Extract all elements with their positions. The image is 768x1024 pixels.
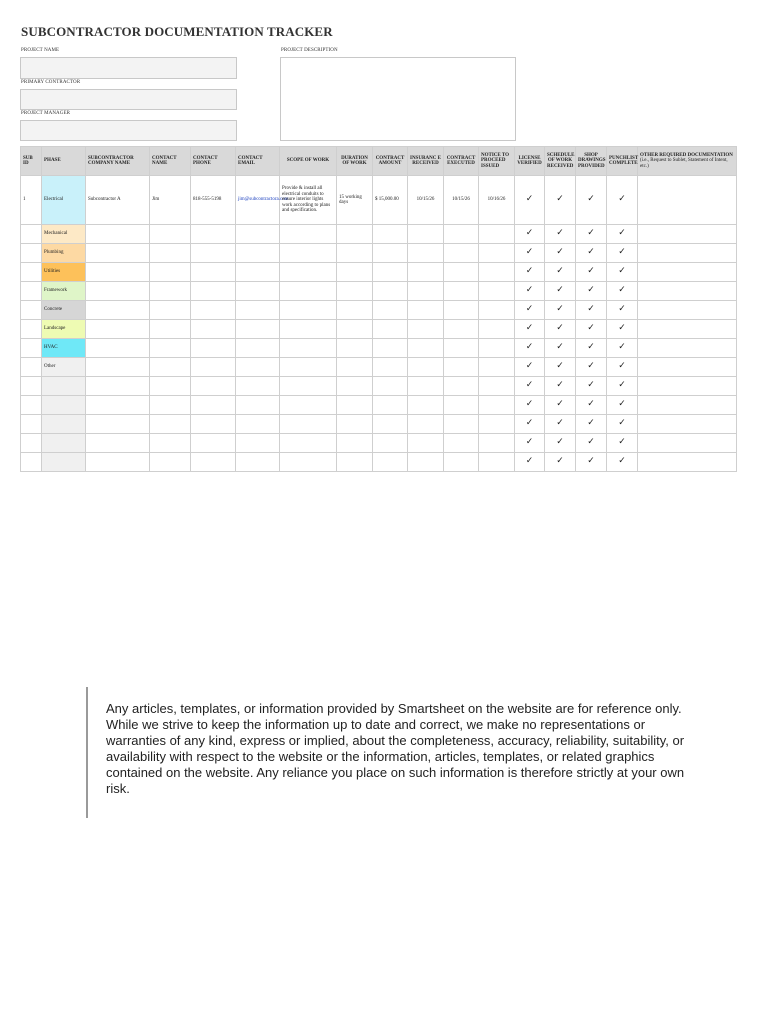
header-duration: DURATION OF WORK: [337, 147, 373, 176]
drawings-provided-check[interactable]: ✓: [576, 263, 607, 282]
ntp-cell[interactable]: [479, 339, 515, 358]
phase-cell[interactable]: Mechanical: [42, 225, 86, 244]
ntp-cell[interactable]: [479, 415, 515, 434]
other-documentation-cell[interactable]: [638, 263, 737, 282]
duration-cell[interactable]: [337, 282, 373, 301]
header-amount: CONTRACT AMOUNT: [373, 147, 408, 176]
contact-phone-cell[interactable]: [191, 434, 236, 453]
drawings-provided-check[interactable]: ✓: [576, 339, 607, 358]
duration-cell[interactable]: [337, 225, 373, 244]
ntp-cell[interactable]: 10/16/26: [479, 176, 515, 225]
phase-cell[interactable]: Concrete: [42, 301, 86, 320]
contact-name-cell[interactable]: [150, 453, 191, 472]
scope-cell[interactable]: [280, 282, 337, 301]
contact-phone-cell[interactable]: [191, 453, 236, 472]
duration-cell[interactable]: [337, 453, 373, 472]
insurance-cell[interactable]: [408, 377, 444, 396]
schedule-received-check[interactable]: ✓: [545, 434, 576, 453]
ntp-cell[interactable]: [479, 453, 515, 472]
insurance-cell[interactable]: [408, 244, 444, 263]
contact-email-cell[interactable]: [236, 396, 280, 415]
drawings-provided-check[interactable]: ✓: [576, 176, 607, 225]
contact-phone-cell[interactable]: [191, 282, 236, 301]
other-documentation-cell[interactable]: [638, 339, 737, 358]
company-cell[interactable]: Subcontractor A: [86, 176, 150, 225]
other-documentation-cell[interactable]: [638, 176, 737, 225]
table-row: [21, 377, 737, 396]
sub-id-cell[interactable]: [21, 301, 42, 320]
company-cell[interactable]: [86, 263, 150, 282]
amount-cell[interactable]: [373, 339, 408, 358]
schedule-received-check[interactable]: ✓: [545, 415, 576, 434]
phase-cell[interactable]: Landscape: [42, 320, 86, 339]
duration-cell[interactable]: [337, 301, 373, 320]
executed-cell[interactable]: [444, 358, 479, 377]
license-verified-check[interactable]: ✓: [515, 434, 545, 453]
punchlist-complete-check[interactable]: ✓: [607, 339, 638, 358]
schedule-received-check[interactable]: ✓: [545, 358, 576, 377]
license-verified-check[interactable]: ✓: [515, 339, 545, 358]
executed-cell[interactable]: [444, 396, 479, 415]
amount-cell[interactable]: [373, 453, 408, 472]
header-sub-id: SUB ID: [21, 147, 42, 176]
table-row: [21, 396, 737, 415]
license-verified-check[interactable]: ✓: [515, 358, 545, 377]
contact-email-cell[interactable]: jim@subcontractora.com: [236, 176, 280, 225]
sub-id-cell[interactable]: [21, 263, 42, 282]
punchlist-complete-check[interactable]: ✓: [607, 434, 638, 453]
disclaimer-box: [86, 687, 706, 818]
drawings-provided-check[interactable]: ✓: [576, 453, 607, 472]
scope-cell[interactable]: [280, 301, 337, 320]
punchlist-complete-check[interactable]: ✓: [607, 225, 638, 244]
executed-cell[interactable]: [444, 244, 479, 263]
other-documentation-cell[interactable]: [638, 358, 737, 377]
contact-email-cell[interactable]: [236, 415, 280, 434]
license-verified-check[interactable]: ✓: [515, 320, 545, 339]
license-verified-check[interactable]: ✓: [515, 453, 545, 472]
other-documentation-cell[interactable]: [638, 282, 737, 301]
schedule-received-check[interactable]: ✓: [545, 396, 576, 415]
sub-id-cell[interactable]: [21, 320, 42, 339]
phase-cell[interactable]: Electrical: [42, 176, 86, 225]
amount-cell[interactable]: [373, 434, 408, 453]
company-cell[interactable]: [86, 396, 150, 415]
insurance-cell[interactable]: [408, 263, 444, 282]
duration-cell[interactable]: [337, 244, 373, 263]
company-cell[interactable]: [86, 434, 150, 453]
punchlist-complete-check[interactable]: ✓: [607, 282, 638, 301]
header-other: [638, 147, 737, 176]
company-cell[interactable]: [86, 320, 150, 339]
table-row: [21, 339, 737, 358]
sub-id-cell[interactable]: [21, 453, 42, 472]
company-cell[interactable]: [86, 244, 150, 263]
executed-cell[interactable]: [444, 301, 479, 320]
punchlist-complete-check[interactable]: ✓: [607, 453, 638, 472]
phase-cell[interactable]: Framework: [42, 282, 86, 301]
amount-cell[interactable]: [373, 301, 408, 320]
insurance-cell[interactable]: [408, 434, 444, 453]
contact-email-cell[interactable]: [236, 301, 280, 320]
header-contact-name: CONTACT NAME: [150, 147, 191, 176]
sub-id-cell[interactable]: [21, 225, 42, 244]
drawings-provided-check[interactable]: ✓: [576, 434, 607, 453]
scope-cell[interactable]: [280, 339, 337, 358]
contact-name-cell[interactable]: [150, 415, 191, 434]
insurance-cell[interactable]: [408, 301, 444, 320]
other-documentation-cell[interactable]: [638, 434, 737, 453]
scope-cell[interactable]: [280, 320, 337, 339]
phase-cell[interactable]: [42, 453, 86, 472]
drawings-provided-check[interactable]: ✓: [576, 358, 607, 377]
table-header-row: [21, 147, 737, 176]
license-verified-check[interactable]: ✓: [515, 176, 545, 225]
executed-cell[interactable]: [444, 225, 479, 244]
header-phase: PHASE: [42, 147, 86, 176]
amount-cell[interactable]: [373, 282, 408, 301]
license-verified-check[interactable]: ✓: [515, 263, 545, 282]
contact-name-cell[interactable]: [150, 358, 191, 377]
contact-name-cell[interactable]: Jim: [150, 176, 191, 225]
header-company: SUBCONTRACTOR COMPANY NAME: [86, 147, 150, 176]
contact-email-cell[interactable]: [236, 244, 280, 263]
phase-cell[interactable]: [42, 415, 86, 434]
contact-name-cell[interactable]: [150, 282, 191, 301]
contact-name-cell[interactable]: [150, 396, 191, 415]
contact-name-cell[interactable]: [150, 244, 191, 263]
project-manager-field[interactable]: [20, 120, 237, 141]
schedule-received-check[interactable]: ✓: [545, 339, 576, 358]
project-name-label: PROJECT NAME: [21, 48, 60, 53]
punchlist-complete-check[interactable]: ✓: [607, 377, 638, 396]
executed-cell[interactable]: [444, 415, 479, 434]
contact-phone-cell[interactable]: [191, 377, 236, 396]
scope-cell[interactable]: [280, 434, 337, 453]
header-punchlist: PUNCHLIST COMPLETE: [607, 147, 638, 176]
contact-email-cell[interactable]: [236, 263, 280, 282]
contact-phone-cell[interactable]: [191, 244, 236, 263]
phase-cell[interactable]: [42, 396, 86, 415]
project-description-field[interactable]: [280, 57, 516, 141]
phase-cell[interactable]: Other: [42, 358, 86, 377]
contact-name-cell[interactable]: [150, 225, 191, 244]
scope-cell[interactable]: [280, 396, 337, 415]
contact-phone-cell[interactable]: 818-555-5198: [191, 176, 236, 225]
schedule-received-check[interactable]: ✓: [545, 225, 576, 244]
sub-id-cell[interactable]: [21, 339, 42, 358]
amount-cell[interactable]: [373, 244, 408, 263]
scope-cell[interactable]: [280, 358, 337, 377]
scope-cell[interactable]: [280, 415, 337, 434]
contact-email-cell[interactable]: [236, 339, 280, 358]
punchlist-complete-check[interactable]: ✓: [607, 263, 638, 282]
table-row: [21, 244, 737, 263]
table-row: [21, 453, 737, 472]
header-scope: SCOPE OF WORK: [280, 147, 337, 176]
sub-id-cell[interactable]: 1: [21, 176, 42, 225]
ntp-cell[interactable]: [479, 282, 515, 301]
punchlist-complete-check[interactable]: ✓: [607, 244, 638, 263]
table-row: [21, 320, 737, 339]
table-row: [21, 434, 737, 453]
sub-id-cell[interactable]: [21, 396, 42, 415]
insurance-cell[interactable]: [408, 282, 444, 301]
punchlist-complete-check[interactable]: ✓: [607, 301, 638, 320]
insurance-cell[interactable]: [408, 320, 444, 339]
other-documentation-cell[interactable]: [638, 244, 737, 263]
executed-cell[interactable]: [444, 320, 479, 339]
contact-name-cell[interactable]: [150, 339, 191, 358]
project-manager-label: PROJECT MANAGER: [21, 111, 71, 116]
other-documentation-cell[interactable]: [638, 377, 737, 396]
scope-cell[interactable]: [280, 377, 337, 396]
contact-phone-cell[interactable]: [191, 263, 236, 282]
duration-cell[interactable]: [337, 358, 373, 377]
company-cell[interactable]: [86, 301, 150, 320]
contact-phone-cell[interactable]: [191, 339, 236, 358]
drawings-provided-check[interactable]: ✓: [576, 396, 607, 415]
punchlist-complete-check[interactable]: ✓: [607, 415, 638, 434]
contact-phone-cell[interactable]: [191, 358, 236, 377]
executed-cell[interactable]: [444, 339, 479, 358]
ntp-cell[interactable]: [479, 377, 515, 396]
contact-phone-cell[interactable]: [191, 320, 236, 339]
contact-email-cell[interactable]: [236, 434, 280, 453]
executed-cell[interactable]: 10/15/26: [444, 176, 479, 225]
company-cell[interactable]: [86, 339, 150, 358]
sub-id-cell[interactable]: [21, 282, 42, 301]
page-title: SUBCONTRACTOR DOCUMENTATION TRACKER: [21, 24, 333, 39]
schedule-received-check[interactable]: ✓: [545, 282, 576, 301]
contact-name-cell[interactable]: [150, 320, 191, 339]
duration-cell[interactable]: [337, 263, 373, 282]
amount-cell[interactable]: [373, 320, 408, 339]
duration-cell[interactable]: [337, 434, 373, 453]
license-verified-check[interactable]: ✓: [515, 301, 545, 320]
contact-email-cell[interactable]: [236, 453, 280, 472]
primary-contractor-label: PRIMARY CONTRACTOR: [21, 80, 81, 85]
other-documentation-cell[interactable]: [638, 396, 737, 415]
duration-cell[interactable]: [337, 377, 373, 396]
project-name-field[interactable]: [20, 57, 237, 79]
other-documentation-cell[interactable]: [638, 301, 737, 320]
insurance-cell[interactable]: 10/15/26: [408, 176, 444, 225]
insurance-cell[interactable]: [408, 225, 444, 244]
phase-cell[interactable]: [42, 377, 86, 396]
sub-id-cell[interactable]: [21, 244, 42, 263]
ntp-cell[interactable]: [479, 225, 515, 244]
other-documentation-cell[interactable]: [638, 453, 737, 472]
contact-name-cell[interactable]: [150, 377, 191, 396]
schedule-received-check[interactable]: ✓: [545, 320, 576, 339]
company-cell[interactable]: [86, 225, 150, 244]
duration-cell[interactable]: [337, 415, 373, 434]
scope-cell[interactable]: [280, 263, 337, 282]
contact-phone-cell[interactable]: [191, 396, 236, 415]
scope-cell[interactable]: [280, 244, 337, 263]
drawings-provided-check[interactable]: ✓: [576, 282, 607, 301]
ntp-cell[interactable]: [479, 320, 515, 339]
amount-cell[interactable]: [373, 358, 408, 377]
ntp-cell[interactable]: [479, 358, 515, 377]
tracker-table: [20, 146, 737, 472]
license-verified-check[interactable]: ✓: [515, 377, 545, 396]
ntp-cell[interactable]: [479, 244, 515, 263]
phase-cell[interactable]: HVAC: [42, 339, 86, 358]
drawings-provided-check[interactable]: ✓: [576, 415, 607, 434]
header-executed: CONTRACT EXECUTED: [444, 147, 479, 176]
amount-cell[interactable]: [373, 377, 408, 396]
other-documentation-cell[interactable]: [638, 320, 737, 339]
contact-email-cell[interactable]: [236, 320, 280, 339]
ntp-cell[interactable]: [479, 434, 515, 453]
executed-cell[interactable]: [444, 434, 479, 453]
header-schedule: SCHEDULE OF WORK RECEIVED: [545, 147, 576, 176]
company-cell[interactable]: [86, 358, 150, 377]
ntp-cell[interactable]: [479, 301, 515, 320]
table-row: [21, 415, 737, 434]
scope-cell[interactable]: [280, 453, 337, 472]
amount-cell[interactable]: [373, 263, 408, 282]
phase-cell[interactable]: [42, 434, 86, 453]
ntp-cell[interactable]: [479, 396, 515, 415]
project-description-label: PROJECT DESCRIPTION: [281, 48, 338, 53]
insurance-cell[interactable]: [408, 396, 444, 415]
insurance-cell[interactable]: [408, 415, 444, 434]
company-cell[interactable]: [86, 377, 150, 396]
punchlist-complete-check[interactable]: ✓: [607, 396, 638, 415]
executed-cell[interactable]: [444, 263, 479, 282]
duration-cell[interactable]: [337, 320, 373, 339]
duration-cell[interactable]: [337, 396, 373, 415]
license-verified-check[interactable]: ✓: [515, 225, 545, 244]
drawings-provided-check[interactable]: ✓: [576, 320, 607, 339]
table-row: [21, 282, 737, 301]
schedule-received-check[interactable]: ✓: [545, 377, 576, 396]
license-verified-check[interactable]: ✓: [515, 396, 545, 415]
contact-name-cell[interactable]: [150, 301, 191, 320]
drawings-provided-check[interactable]: ✓: [576, 225, 607, 244]
header-other-label: OTHER REQUIRED DOCUMENTATION: [640, 152, 733, 158]
punchlist-complete-check[interactable]: ✓: [607, 358, 638, 377]
table-row: [21, 301, 737, 320]
other-documentation-cell[interactable]: [638, 415, 737, 434]
schedule-received-check[interactable]: ✓: [545, 263, 576, 282]
contact-email-cell[interactable]: [236, 358, 280, 377]
amount-cell[interactable]: [373, 225, 408, 244]
table-row: [21, 176, 737, 225]
duration-cell[interactable]: 15 working days: [337, 176, 373, 225]
sub-id-cell[interactable]: [21, 358, 42, 377]
schedule-received-check[interactable]: ✓: [545, 453, 576, 472]
contact-name-cell[interactable]: [150, 263, 191, 282]
phase-cell[interactable]: Utilities: [42, 263, 86, 282]
license-verified-check[interactable]: ✓: [515, 244, 545, 263]
license-verified-check[interactable]: ✓: [515, 415, 545, 434]
sub-id-cell[interactable]: [21, 415, 42, 434]
disclaimer-text: Any articles, templates, or information provided by Smartsheet on the website are for reference only. While we strive to keep the information up to date and correct, we make no representations or warranties of any kind, express or implied, about the completeness, accuracy, reliability, suitability, or availability with respect to the website or the information, articles, templates, or related graphics contained on the website. Any reliance you place on such information is therefore strictly at your own risk.: [106, 701, 685, 796]
header-insurance: INSURANC E RECEIVED: [408, 147, 444, 176]
punchlist-complete-check[interactable]: ✓: [607, 320, 638, 339]
contact-phone-cell[interactable]: [191, 301, 236, 320]
contact-phone-cell[interactable]: [191, 225, 236, 244]
table-row: [21, 225, 737, 244]
header-other-note: (i.e., Request to Sublet, Statement of Intent, etc.): [640, 158, 728, 169]
company-cell[interactable]: [86, 453, 150, 472]
scope-cell[interactable]: Provide & install all electrical conduits to ensure interior lights work according to plans and specification.: [280, 176, 337, 225]
sub-id-cell[interactable]: [21, 377, 42, 396]
contact-phone-cell[interactable]: [191, 415, 236, 434]
schedule-received-check[interactable]: ✓: [545, 244, 576, 263]
schedule-received-check[interactable]: ✓: [545, 301, 576, 320]
executed-cell[interactable]: [444, 282, 479, 301]
table-row: [21, 358, 737, 377]
phase-cell[interactable]: Plumbing: [42, 244, 86, 263]
insurance-cell[interactable]: [408, 339, 444, 358]
ntp-cell[interactable]: [479, 263, 515, 282]
header-license: LICENSE VERIFIED: [515, 147, 545, 176]
scope-cell[interactable]: [280, 225, 337, 244]
amount-cell[interactable]: [373, 396, 408, 415]
header-contact-phone: CONTACT PHONE: [191, 147, 236, 176]
contact-email-cell[interactable]: [236, 225, 280, 244]
header-drawings: SHOP DRAWINGS PROVIDED: [576, 147, 607, 176]
insurance-cell[interactable]: [408, 358, 444, 377]
schedule-received-check[interactable]: ✓: [545, 176, 576, 225]
amount-cell[interactable]: [373, 415, 408, 434]
duration-cell[interactable]: [337, 339, 373, 358]
executed-cell[interactable]: [444, 377, 479, 396]
header-ntp: NOTICE TO PROCEED ISSUED: [479, 147, 515, 176]
amount-cell[interactable]: $ 15,000.00: [373, 176, 408, 225]
contact-email-cell[interactable]: [236, 282, 280, 301]
contact-email-cell[interactable]: [236, 377, 280, 396]
primary-contractor-field[interactable]: [20, 89, 237, 110]
other-documentation-cell[interactable]: [638, 225, 737, 244]
company-cell[interactable]: [86, 282, 150, 301]
punchlist-complete-check[interactable]: ✓: [607, 176, 638, 225]
drawings-provided-check[interactable]: ✓: [576, 377, 607, 396]
drawings-provided-check[interactable]: ✓: [576, 301, 607, 320]
header-contact-email: CONTACT EMAIL: [236, 147, 280, 176]
company-cell[interactable]: [86, 415, 150, 434]
table-row: [21, 263, 737, 282]
insurance-cell[interactable]: [408, 453, 444, 472]
license-verified-check[interactable]: ✓: [515, 282, 545, 301]
sub-id-cell[interactable]: [21, 434, 42, 453]
contact-name-cell[interactable]: [150, 434, 191, 453]
drawings-provided-check[interactable]: ✓: [576, 244, 607, 263]
executed-cell[interactable]: [444, 453, 479, 472]
